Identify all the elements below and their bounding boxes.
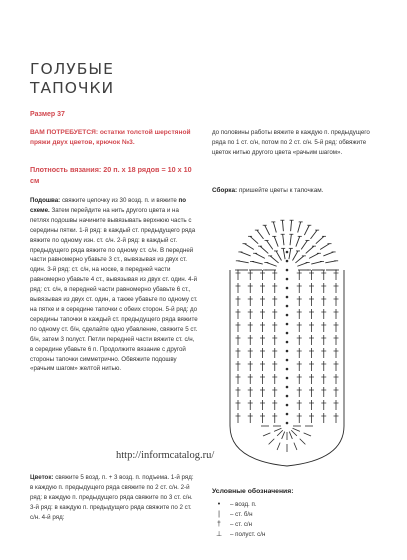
heel-stitch-mark — [263, 433, 270, 436]
chain-dot — [286, 368, 289, 371]
heel-stitch-mark — [293, 428, 300, 431]
toe-stitch-mark — [282, 220, 283, 231]
legend-label: – ст. б/н — [230, 510, 253, 518]
heel-stitch-mark — [294, 443, 297, 450]
title-line-2: ТАПОЧКИ — [30, 79, 115, 97]
chain-dot — [286, 359, 289, 362]
heel-stitch-mark — [274, 428, 281, 431]
heel-stitch-mark — [300, 439, 306, 445]
heel-stitch-mark — [291, 430, 297, 436]
toe-stitch-mark — [276, 251, 282, 261]
assembly-body: пришейте цветы к тапочкам. — [237, 187, 324, 194]
materials-text: ВАМ ПОТРЕБУЕТСЯ: остатки толстой шерстяной пряжи двух цветов, крючок №3. — [30, 129, 191, 146]
toe-stitch-mark — [309, 253, 319, 258]
toe-stitch-mark — [283, 248, 285, 259]
toe-stitch-mark — [306, 246, 314, 253]
toe-stitch-mark — [311, 230, 318, 239]
page-title — [30, 60, 190, 98]
toe-stitch-mark — [267, 240, 273, 249]
toe-stitch-mark — [320, 244, 329, 250]
legend-label: – возд. п. — [230, 500, 257, 508]
single-crochet-icon: | — [218, 510, 220, 518]
crochet-sole-diagram — [212, 198, 362, 483]
legend-label: – ст. с/н — [230, 520, 253, 528]
heel-stitch-mark — [282, 432, 285, 439]
chain-dot — [286, 251, 289, 254]
chain-dot — [286, 296, 289, 299]
chain-stitch-icon: • — [217, 500, 221, 508]
toe-stitch-mark — [270, 256, 278, 263]
chain-dot — [286, 269, 289, 272]
heel-stitch-mark — [289, 432, 292, 439]
legend-item-sc — [212, 509, 362, 519]
gauge-text: Плотность вязания: 20 п. х 18 рядов = 10 х 10 см — [30, 165, 192, 185]
toe-stitch-mark — [273, 222, 276, 233]
heel-stitch-mark — [277, 443, 280, 450]
toe-stitch-mark — [266, 262, 276, 266]
toe-stitch-mark — [257, 230, 264, 239]
toe-stitch-mark — [240, 252, 250, 256]
toe-stitch-mark — [316, 236, 324, 243]
sole-lead: свяжите цепочку из 30 возд. п. и вяжите — [60, 197, 179, 204]
chain-dot — [286, 332, 289, 335]
chain-dot — [286, 395, 289, 398]
toe-stitch-mark — [255, 253, 265, 258]
toe-stitch-mark — [297, 262, 307, 266]
toe-stitch-mark — [323, 252, 333, 256]
toe-stitch-mark — [291, 220, 292, 231]
chain-dot — [286, 278, 289, 281]
chain-dot — [286, 404, 289, 407]
toe-stitch-mark — [290, 234, 291, 245]
assembly-heading: Сборка: — [212, 187, 238, 194]
toe-stitch-mark — [298, 222, 301, 233]
toe-stitch-mark — [289, 248, 291, 259]
heel-stitch-mark — [269, 439, 275, 445]
assembly-text — [212, 186, 382, 196]
legend-label: – полуст. с/н — [230, 530, 266, 538]
toe-stitch-mark — [296, 236, 300, 246]
size-label: Размер 37 — [30, 111, 65, 118]
sole-text: Затем перейдите на нить другого цвета и на петлях подошвы начините вывязывать верхнюю часть с середины пятки. 1-й ряд: в каждый ст. предыдущего ряда вяжите по одному изн. ст. с/н. 2-й ряд: в каждый ст. предыдущего ряда вяжите по одному ст. с/н. В передней части равномерно убавьте 3 ст., вывязывая из двух ст. один. 3-й ряд: ст. с/н, на носке, в передней части равномерно убавьте 4 ст., вывязывая из двух ст. один. 4-й ряд: ст. с/н, в передней части равномерно убавьте 6 ст., вывязывая из двух ст. один, а также убавьте по одному ст. на пятке и в середине тапочки с обеих сторон. 5-й ряд: до середины тапочки в каждый ст. предыдущего ряда вяжите по одному ст. б/н, сделайте одно убавление, свяжите 5 ст. б/н, затем 3 полуст. Петли передней части вяжите ст. с/н, в середине убавьте 6 п. Продолжите вязание с другой стороны тапочки симметрично. Обвяжите подошву «рачьим шагом» желтой нитью. — [30, 206, 198, 373]
chain-dot — [286, 413, 289, 416]
chain-dot — [286, 386, 289, 389]
toe-stitch-mark — [244, 244, 253, 250]
chain-dot — [286, 314, 289, 317]
chain-dot — [286, 287, 289, 290]
legend-title: Условные обозначения: — [212, 488, 294, 495]
legend-item-dc — [212, 519, 362, 529]
sole-heading: Подошва: — [30, 197, 61, 204]
chain-dot — [286, 260, 289, 263]
toe-stitch-mark — [293, 251, 299, 261]
title-line-1: ГОЛУБЫЕ — [30, 60, 114, 78]
chain-dot — [286, 422, 289, 425]
toe-stitch-mark — [265, 225, 270, 235]
toe-stitch-mark — [283, 234, 284, 245]
toe-stitch-mark — [260, 246, 268, 253]
watermark-url: http://informcatalog.ru/ — [116, 450, 215, 461]
toe-stitch-mark — [274, 236, 278, 246]
toe-stitch-mark — [304, 225, 309, 235]
toe-stitch-mark — [301, 240, 307, 249]
chain-dot — [286, 350, 289, 353]
chain-dot — [286, 323, 289, 326]
chain-dot — [286, 305, 289, 308]
chain-dot — [286, 341, 289, 344]
double-crochet-icon: † — [217, 520, 221, 528]
flower-instructions — [30, 473, 198, 523]
toe-stitch-mark — [295, 256, 303, 263]
chain-dot — [286, 377, 289, 380]
half-double-crochet-icon: ⊥ — [215, 531, 223, 538]
legend-item-hdc — [212, 529, 362, 539]
heel-stitch-mark — [277, 430, 283, 436]
sole-scheme-link: по схеме. — [30, 197, 187, 214]
heel-stitch-mark — [304, 433, 311, 436]
toe-stitch-mark — [250, 236, 258, 243]
flower-text: свяжите 5 возд. п. + 3 возд. п. подъема. 1-й ряд: в каждую п. предыдущего ряда свяжите по 2 ст. с/н. 2-й ряд: в каждую п. предыдущего ряда свяжите по 3 ст. с/н. 3-й ряд: в каждую п. предыдущего ряда свяжите по 2 ст. с/н. 4-й ряд: — [30, 474, 194, 521]
sole-instructions — [30, 196, 198, 374]
legend — [212, 499, 362, 539]
legend-item-chain — [212, 499, 362, 509]
flower-continued-text: до половины работы вяжите в каждую п. предыдущего ряда по 1 ст. с/н, потом по 2 ст. с/н. 5-й ряд: обвяжите цветок нитью другого цвета «рачьим шагом». — [212, 129, 370, 156]
flower-heading: Цветок: — [30, 474, 54, 481]
